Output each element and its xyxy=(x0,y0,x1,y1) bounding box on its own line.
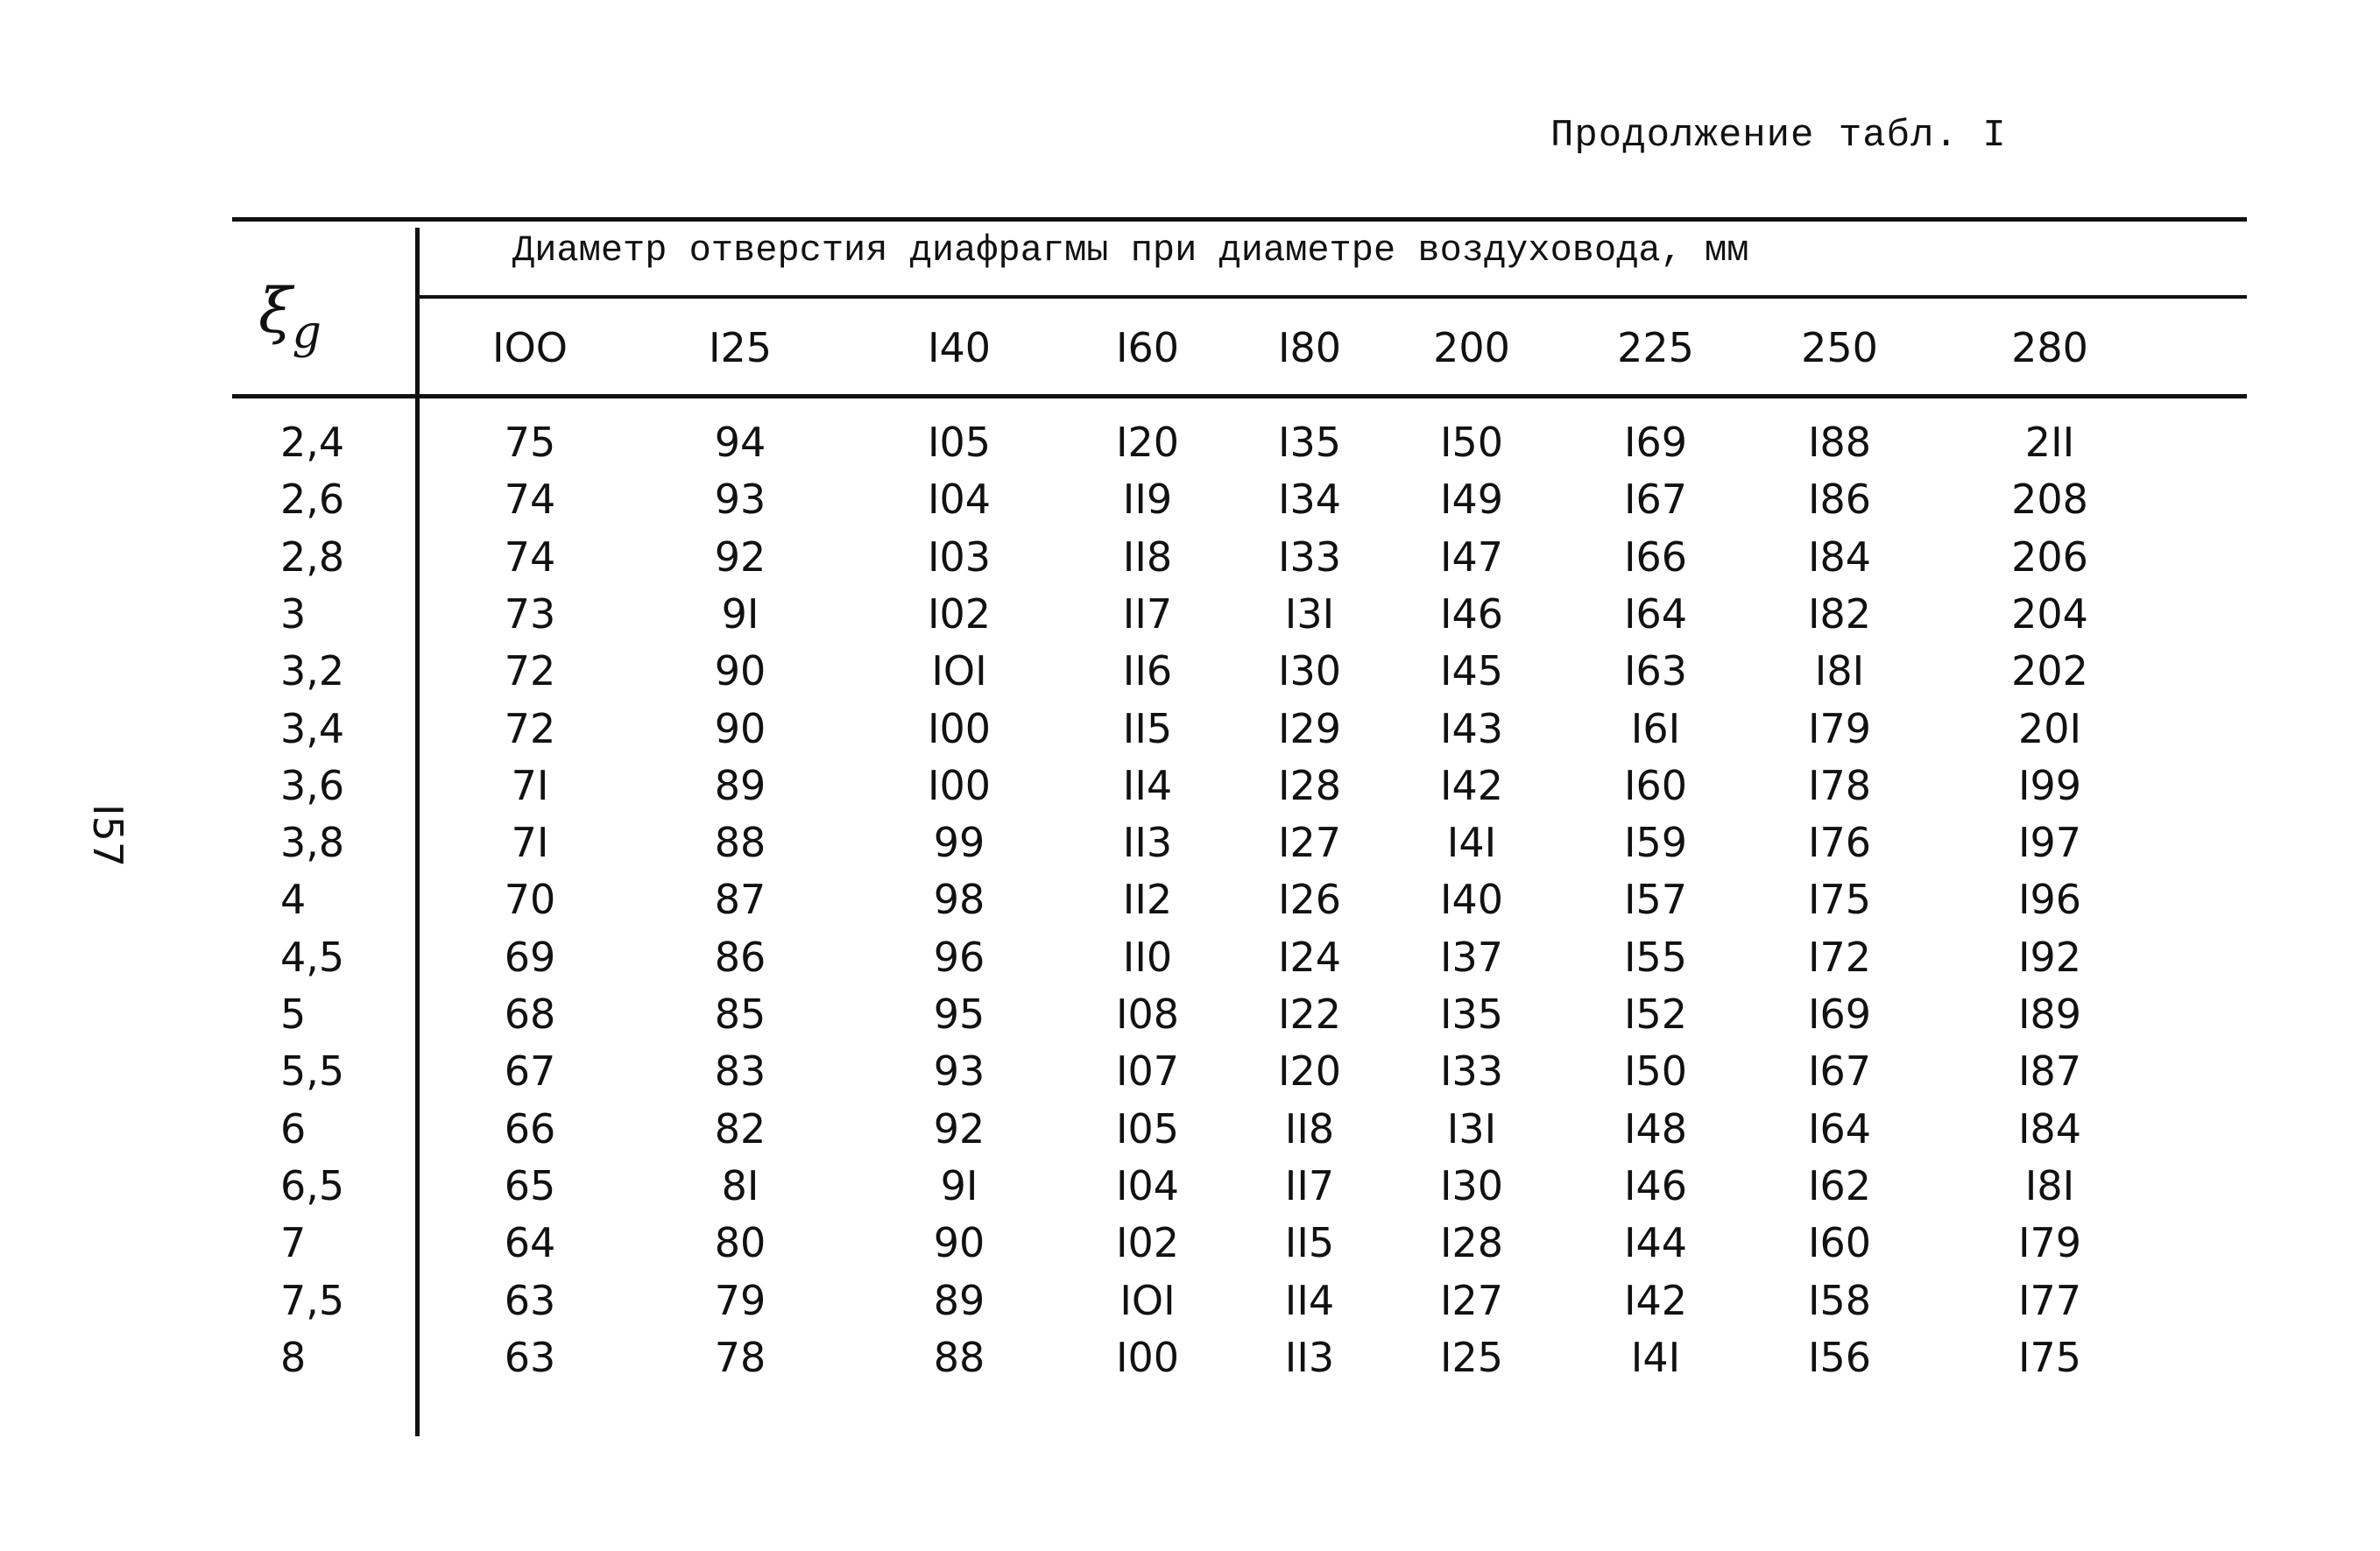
table-cell: II9 xyxy=(1122,476,1173,524)
table-cell: I64 xyxy=(1623,589,1688,638)
table-cell: I27 xyxy=(1439,1276,1504,1324)
table-cell: I66 xyxy=(1623,532,1688,581)
row-label: 2,8 xyxy=(280,532,345,581)
table-cell: 85 xyxy=(714,991,766,1038)
column-header: I80 xyxy=(1277,324,1342,371)
column-header: I40 xyxy=(927,324,992,371)
row-label: 3,8 xyxy=(280,819,345,867)
table-cell: I35 xyxy=(1439,991,1504,1038)
column-header: 280 xyxy=(2011,324,2088,371)
row-label: 7,5 xyxy=(280,1276,345,1324)
table-cell: I42 xyxy=(1439,761,1504,809)
table-cell: I22 xyxy=(1277,991,1342,1038)
table-cell: I60 xyxy=(1623,761,1688,809)
table-cell: 83 xyxy=(714,1047,766,1096)
table-caption: Продолжение табл. I xyxy=(1550,114,2007,158)
table-cell: I99 xyxy=(2017,761,2082,809)
table-cell: I02 xyxy=(1115,1219,1180,1267)
table-cell: I05 xyxy=(927,419,992,466)
table-cell: 7I xyxy=(511,819,549,867)
table-cell: II8 xyxy=(1284,1104,1335,1153)
table-cell: I25 xyxy=(1439,1333,1504,1381)
table-cell: II7 xyxy=(1284,1161,1335,1209)
column-header: 250 xyxy=(1801,324,1878,371)
table-cell: I92 xyxy=(2017,933,2082,981)
row-header-symbol xyxy=(258,275,321,363)
table-cell: 75 xyxy=(504,419,556,466)
table-cell: I8I xyxy=(1814,647,1865,695)
table-row xyxy=(0,476,2380,533)
table-cell: II4 xyxy=(1284,1276,1335,1324)
table-cell: 88 xyxy=(714,819,766,867)
table-cell: 9I xyxy=(940,1161,978,1209)
table-cell: I20 xyxy=(1115,419,1180,466)
table-cell: I8I xyxy=(2024,1161,2075,1209)
table-cell: 63 xyxy=(504,1333,556,1381)
table-cell: 72 xyxy=(504,704,556,752)
table-cell: 93 xyxy=(933,1047,985,1096)
table-cell: I79 xyxy=(2017,1219,2082,1267)
table-cell: I00 xyxy=(1115,1333,1180,1381)
table-cell: II5 xyxy=(1284,1219,1335,1267)
table-row xyxy=(0,991,2380,1048)
table-cell: I26 xyxy=(1277,876,1342,924)
table-cell: 89 xyxy=(933,1276,985,1324)
table-cell: 69 xyxy=(504,933,556,981)
table-cell: 99 xyxy=(933,819,985,867)
table-cell: I89 xyxy=(2017,991,2082,1038)
table-cell: 80 xyxy=(714,1219,766,1267)
table-cell: I50 xyxy=(1439,419,1504,466)
row-label: 3,6 xyxy=(280,761,345,809)
table-cell: 208 xyxy=(2011,476,2088,524)
table-cell: I84 xyxy=(1807,532,1872,581)
row-header-symbol-main: ξ xyxy=(258,275,293,347)
row-label: 7 xyxy=(280,1219,307,1267)
table-row xyxy=(0,1162,2380,1220)
row-header-symbol-subscript: g xyxy=(292,307,321,359)
column-group-title: Диаметр отверстия диафрагмы при диаметре воздуховода, мм xyxy=(512,229,1749,271)
table-row xyxy=(0,533,2380,591)
table-row xyxy=(0,647,2380,705)
table-cell: I69 xyxy=(1623,419,1688,466)
table-cell: 92 xyxy=(933,1104,985,1153)
table-cell: 9I xyxy=(721,589,759,638)
table-row xyxy=(0,590,2380,648)
table-cell: II6 xyxy=(1122,647,1173,695)
table-cell: 98 xyxy=(933,876,985,924)
table-cell: I37 xyxy=(1439,933,1504,981)
row-label: 5,5 xyxy=(280,1047,345,1096)
table-cell: I78 xyxy=(1807,761,1872,809)
table-cell: I58 xyxy=(1807,1276,1872,1324)
table-cell: I69 xyxy=(1807,991,1872,1038)
table-cell: I59 xyxy=(1623,819,1688,867)
table-cell: I3I xyxy=(1446,1104,1497,1153)
table-cell: I20 xyxy=(1277,1047,1342,1096)
table-cell: II2 xyxy=(1122,876,1173,924)
table-cell: I67 xyxy=(1623,476,1688,524)
table-cell: I02 xyxy=(927,589,992,638)
table-cell: II8 xyxy=(1122,532,1173,581)
table-cell: 79 xyxy=(714,1276,766,1324)
table-cell: I67 xyxy=(1807,1047,1872,1096)
table-cell: 90 xyxy=(933,1219,985,1267)
row-label: 6 xyxy=(280,1104,307,1153)
table-cell: 93 xyxy=(714,476,766,524)
table-cell: I75 xyxy=(2017,1333,2082,1381)
table-cell: 65 xyxy=(504,1161,556,1209)
table-cell: 67 xyxy=(504,1047,556,1096)
table-cell: I47 xyxy=(1439,532,1504,581)
table-cell: I4I xyxy=(1446,819,1497,867)
table-row xyxy=(0,1277,2380,1335)
column-header: I60 xyxy=(1115,324,1180,371)
table-cell: I28 xyxy=(1277,761,1342,809)
table-cell: 88 xyxy=(933,1333,985,1381)
table-row xyxy=(0,1334,2380,1392)
table-cell: 202 xyxy=(2011,647,2088,695)
table-cell: I30 xyxy=(1277,647,1342,695)
table-cell: 74 xyxy=(504,476,556,524)
table-cell: I48 xyxy=(1623,1104,1688,1153)
table-cell: II0 xyxy=(1122,933,1173,981)
table-cell: I64 xyxy=(1807,1104,1872,1153)
row-label: 8 xyxy=(280,1333,307,1381)
table-cell: I46 xyxy=(1439,589,1504,638)
table-cell: I52 xyxy=(1623,991,1688,1038)
table-cell: 90 xyxy=(714,704,766,752)
table-cell: 74 xyxy=(504,532,556,581)
column-header: I25 xyxy=(708,324,773,371)
table-cell: I40 xyxy=(1439,876,1504,924)
table-cell: 73 xyxy=(504,589,556,638)
table-cell: 94 xyxy=(714,419,766,466)
table-cell: 92 xyxy=(714,532,766,581)
table-cell: 64 xyxy=(504,1219,556,1267)
table-cell: I27 xyxy=(1277,819,1342,867)
table-cell: I96 xyxy=(2017,876,2082,924)
table-cell: IOI xyxy=(1119,1276,1176,1324)
row-label: 2,6 xyxy=(280,476,345,524)
row-label: 4 xyxy=(280,876,307,924)
table-cell: 72 xyxy=(504,647,556,695)
table-cell: 96 xyxy=(933,933,985,981)
table-cell: 8I xyxy=(721,1161,759,1209)
table-cell: II5 xyxy=(1122,704,1173,752)
table-cell: I34 xyxy=(1277,476,1342,524)
table-cell: I05 xyxy=(1115,1104,1180,1153)
table-cell: I63 xyxy=(1623,647,1688,695)
table-cell: I24 xyxy=(1277,933,1342,981)
table-cell: 87 xyxy=(714,876,766,924)
table-cell: IOI xyxy=(931,647,987,695)
column-header: 225 xyxy=(1617,324,1694,371)
table-cell: II7 xyxy=(1122,589,1173,638)
table-cell: 82 xyxy=(714,1104,766,1153)
table-cell: I04 xyxy=(1115,1161,1180,1209)
table-cell: I88 xyxy=(1807,419,1872,466)
table-cell: I33 xyxy=(1439,1047,1504,1096)
table-row xyxy=(0,419,2380,476)
table-cell: I86 xyxy=(1807,476,1872,524)
table-cell: I42 xyxy=(1623,1276,1688,1324)
table-cell: 7I xyxy=(511,761,549,809)
table-cell: I60 xyxy=(1807,1219,1872,1267)
table-cell: I4I xyxy=(1630,1333,1681,1381)
table-cell: I72 xyxy=(1807,933,1872,981)
table-cell: I79 xyxy=(1807,704,1872,752)
table-row xyxy=(0,934,2380,991)
table-cell: I33 xyxy=(1277,532,1342,581)
table-cell: I56 xyxy=(1807,1333,1872,1381)
column-header: 200 xyxy=(1433,324,1510,371)
header-mid-rule xyxy=(419,295,2247,299)
table-cell: I87 xyxy=(2017,1047,2082,1096)
table-cell: I6I xyxy=(1630,704,1681,752)
table-cell: I44 xyxy=(1623,1219,1688,1267)
table-cell: I00 xyxy=(927,704,992,752)
table-cell: 206 xyxy=(2011,532,2088,581)
table-row xyxy=(0,876,2380,934)
table-cell: 95 xyxy=(933,991,985,1038)
table-cell: 89 xyxy=(714,761,766,809)
table-cell: 2II xyxy=(2024,419,2075,466)
table-cell: I29 xyxy=(1277,704,1342,752)
table-row xyxy=(0,1047,2380,1105)
table-cell: I04 xyxy=(927,476,992,524)
row-label: 2,4 xyxy=(280,419,345,466)
table-cell: I75 xyxy=(1807,876,1872,924)
table-cell: 20I xyxy=(2017,704,2082,752)
table-cell: 70 xyxy=(504,876,556,924)
table-top-rule xyxy=(232,217,2247,222)
table-cell: I57 xyxy=(1623,876,1688,924)
table-cell: I46 xyxy=(1623,1161,1688,1209)
table-row xyxy=(0,1105,2380,1163)
table-cell: I35 xyxy=(1277,419,1342,466)
table-cell: I3I xyxy=(1284,589,1335,638)
table-cell: I03 xyxy=(927,532,992,581)
row-label: 3,4 xyxy=(280,704,345,752)
table-cell: 66 xyxy=(504,1104,556,1153)
row-label: 3 xyxy=(280,589,307,638)
table-row xyxy=(0,762,2380,820)
table-cell: 86 xyxy=(714,933,766,981)
table-cell: 78 xyxy=(714,1333,766,1381)
table-row xyxy=(0,819,2380,877)
table-cell: I55 xyxy=(1623,933,1688,981)
table-cell: II3 xyxy=(1284,1333,1335,1381)
table-cell: I30 xyxy=(1439,1161,1504,1209)
column-header: IOO xyxy=(492,324,568,371)
table-cell: I07 xyxy=(1115,1047,1180,1096)
header-bottom-rule xyxy=(232,394,2247,398)
row-label: 3,2 xyxy=(280,647,345,695)
table-cell: I08 xyxy=(1115,991,1180,1038)
table-cell: I50 xyxy=(1623,1047,1688,1096)
table-cell: I76 xyxy=(1807,819,1872,867)
table-cell: 90 xyxy=(714,647,766,695)
table-cell: II4 xyxy=(1122,761,1173,809)
table-cell: I49 xyxy=(1439,476,1504,524)
row-label: 4,5 xyxy=(280,933,345,981)
row-label: 5 xyxy=(280,991,307,1038)
table-cell: I28 xyxy=(1439,1219,1504,1267)
table-cell: I84 xyxy=(2017,1104,2082,1153)
table-cell: I43 xyxy=(1439,704,1504,752)
table-cell: 63 xyxy=(504,1276,556,1324)
table-cell: I00 xyxy=(927,761,992,809)
table-cell: II3 xyxy=(1122,819,1173,867)
table-cell: 68 xyxy=(504,991,556,1038)
row-label: 6,5 xyxy=(280,1161,345,1209)
table-cell: I77 xyxy=(2017,1276,2082,1324)
table-cell: I82 xyxy=(1807,589,1872,638)
table-cell: 204 xyxy=(2011,589,2088,638)
table-cell: I62 xyxy=(1807,1161,1872,1209)
table-cell: I97 xyxy=(2017,819,2082,867)
side-page-number: I57 xyxy=(84,804,131,868)
table-row xyxy=(0,1219,2380,1277)
table-row xyxy=(0,705,2380,763)
table-cell: I45 xyxy=(1439,647,1504,695)
